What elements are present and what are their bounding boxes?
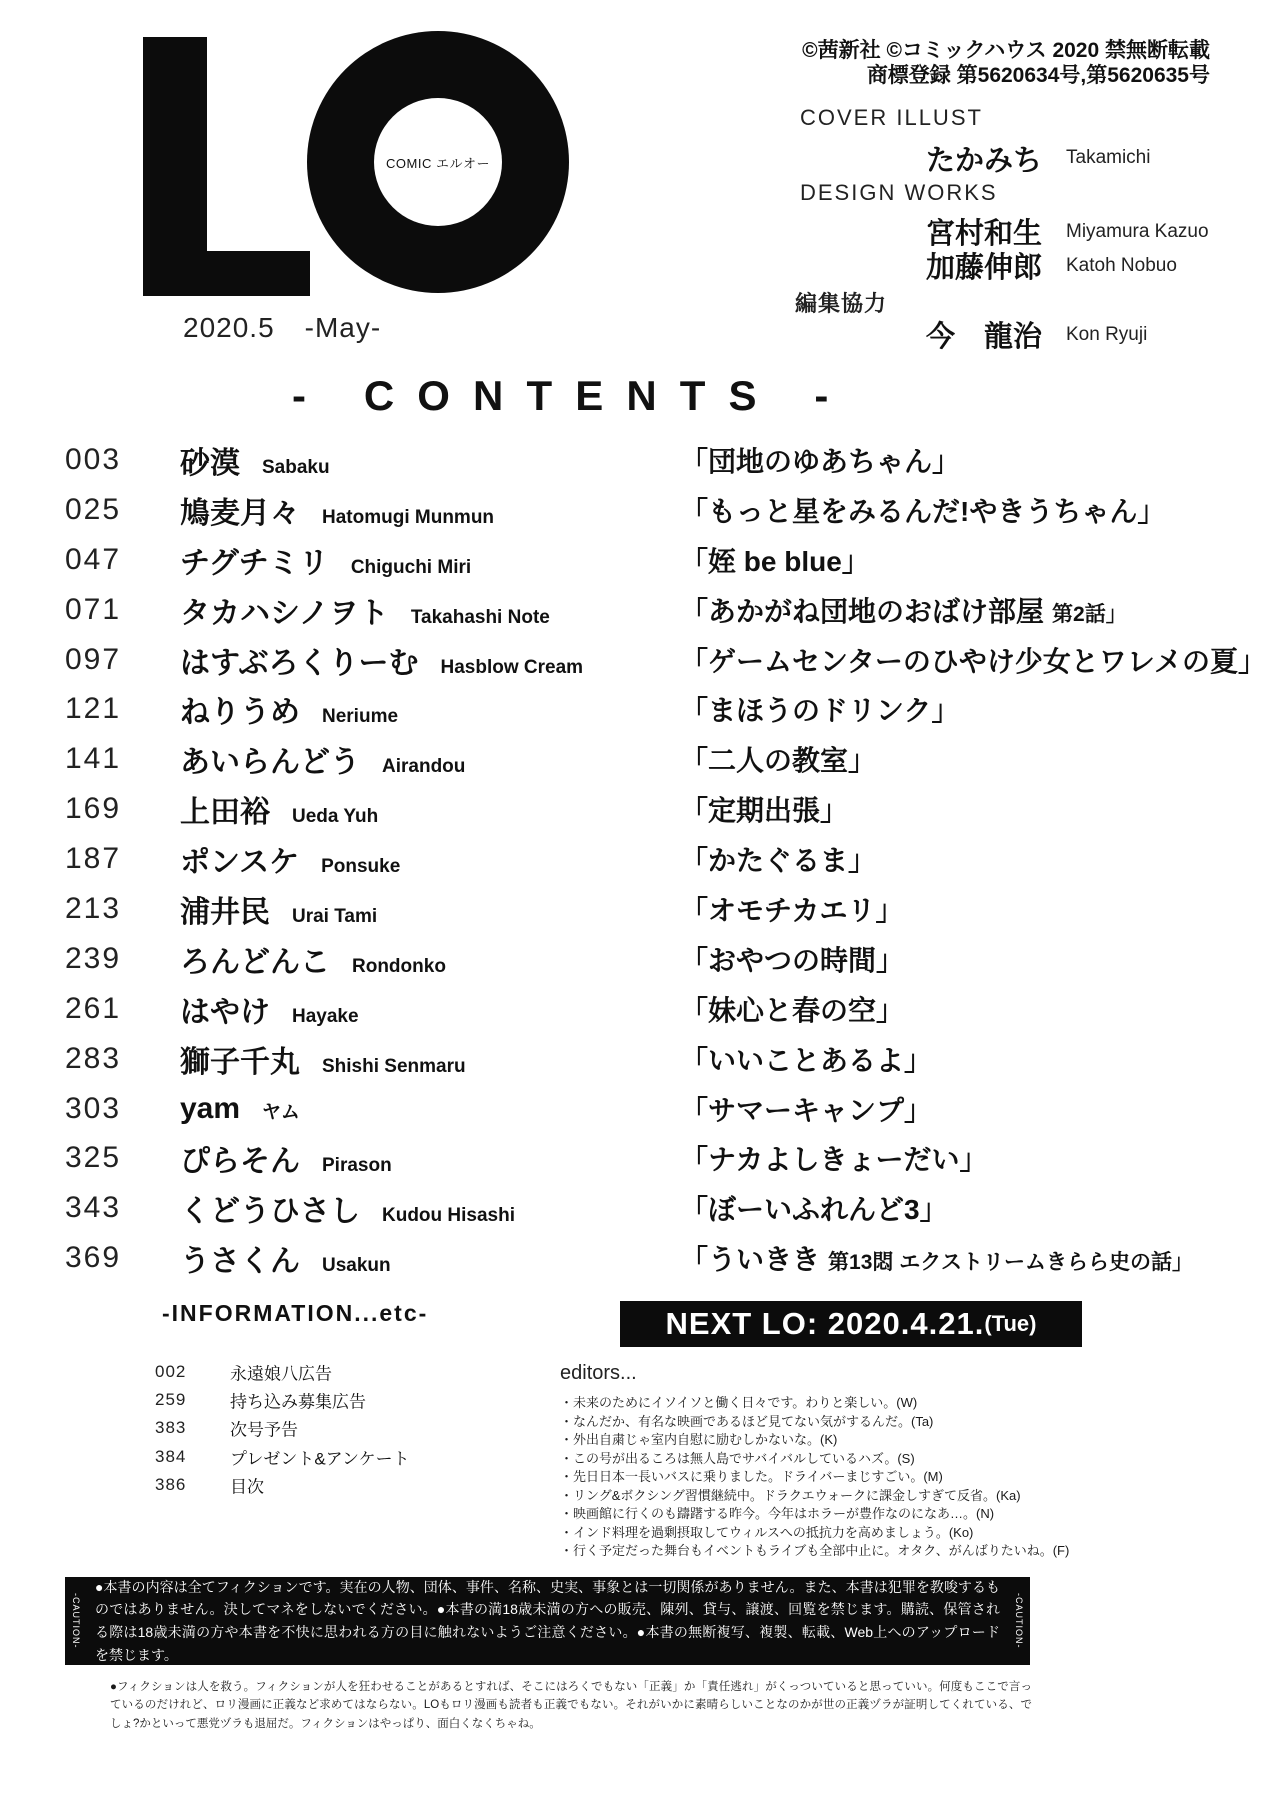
toc-author-name: タカハシノヲト — [180, 596, 389, 630]
toc-author-name: 鳩麦月々 — [180, 496, 300, 530]
editor-note: ・外出自粛じゃ室内自慰に励むしかないな。(K) — [560, 1432, 838, 1447]
toc-author-romaji: Ueda Yuh — [292, 806, 379, 828]
toc-author-romaji: Hatomugi Munmun — [322, 506, 495, 528]
toc-title-note: 第13悶 エクストリームきらら史の話」 — [828, 1251, 1193, 1275]
editor-note: ・先日日本一長いバスに乗りました。ドライバーまじすごい。(M) — [560, 1469, 943, 1484]
toc-entry — [65, 485, 1275, 535]
toc-author-name: くどうひさし — [180, 1195, 360, 1229]
toc-entry — [65, 884, 1275, 934]
toc-page-number: 213 — [65, 891, 122, 925]
toc-author-name: はやけ — [180, 995, 270, 1029]
toc-author-romaji: ヤム — [262, 1101, 300, 1123]
design-works-romaji-1: Miyamura Kazuo — [1066, 221, 1209, 242]
toc-entry — [65, 784, 1275, 834]
toc-author — [180, 438, 330, 482]
information-label: 永遠娘八広告 — [230, 1364, 332, 1384]
logo-letter-o — [307, 31, 569, 293]
toc-page-number: 169 — [65, 792, 122, 826]
information-label: プレゼント&アンケート — [230, 1449, 410, 1469]
toc-page-number: 141 — [65, 742, 122, 776]
toc-author — [180, 1136, 392, 1180]
toc-author-romaji: Hasblow Cream — [440, 656, 584, 678]
toc-entry — [65, 734, 1275, 784]
toc-entry — [65, 1034, 1275, 1084]
toc-author — [180, 1236, 391, 1280]
toc-page-number: 369 — [65, 1241, 122, 1275]
toc-author-romaji: Usakun — [322, 1255, 391, 1277]
toc-title — [680, 839, 876, 879]
toc-title — [680, 540, 870, 580]
toc-author-romaji: Airandou — [382, 756, 466, 778]
toc-page-number: 003 — [65, 442, 122, 476]
toc-author — [180, 1037, 466, 1081]
toc-title-main: 「姪 be blue」 — [680, 545, 870, 577]
caution-vertical-label-left: -CAUTION- — [71, 1593, 81, 1649]
toc-title — [680, 640, 1266, 680]
toc-page-number: 303 — [65, 1091, 122, 1125]
toc-author — [180, 737, 465, 781]
editor-note: ・リング&ボクシング習慣継続中。ドラクエウォークに課金しすぎて反省。(Ka) — [560, 1487, 1021, 1503]
next-issue-date: NEXT LO: 2020.4.21. — [665, 1306, 985, 1341]
toc-author-romaji: Kudou Hisashi — [382, 1205, 516, 1227]
toc-title-main: 「もっと星をみるんだ!やきうちゃん」 — [680, 495, 1166, 527]
information-page-number: 383 — [155, 1418, 187, 1438]
information-page-number: 386 — [155, 1474, 187, 1494]
toc-author — [180, 787, 378, 831]
toc-title — [680, 1238, 1193, 1278]
caution-vertical-label-right: -CAUTION- — [1014, 1593, 1024, 1649]
information-heading: -INFORMATION...etc- — [162, 1300, 429, 1326]
toc-author — [180, 937, 446, 981]
toc-title-main: 「オモチカエリ」 — [680, 894, 904, 926]
toc-title-main: 「ぼーいふれんど3」 — [680, 1194, 948, 1226]
information-entry — [155, 1414, 575, 1442]
editors-notes-list — [560, 1394, 1120, 1561]
toc-entry — [65, 934, 1275, 984]
toc-author-romaji: Pirason — [322, 1155, 392, 1177]
caution-text: ●本書の内容は全てフィクションです。実在の人物、団体、事件、名称、史実、事象とは一切関係がありません。また、本書は犯罪を教唆するものではありません。決してマネをしないでください。●本書の満18歳未満の方への販売、陳列、貸与、譲渡、回覧を禁じます。購読、保管される際は18歳未満の方や本書を不快に思われる方の目に触れないようご注意ください。●本書の無断複写、複製、転載、Web上へのアップロードを禁じます。 — [95, 1578, 1000, 1663]
toc-author-name: yam — [180, 1091, 241, 1125]
toc-entry — [65, 535, 1275, 585]
design-works-name-2: 加藤伸郎 — [925, 252, 1042, 284]
toc-title — [680, 689, 959, 729]
toc-title — [680, 1138, 987, 1178]
toc-author-name: うさくん — [180, 1245, 300, 1279]
toc-author-name: 上田裕 — [180, 796, 270, 830]
design-works-label: DESIGN WORKS — [800, 180, 998, 205]
toc-author — [180, 488, 494, 532]
toc-title — [680, 789, 848, 829]
logo-letter-l-base — [143, 251, 310, 296]
toc-entry — [65, 1084, 1275, 1134]
toc-author — [180, 638, 583, 682]
editor-note: ・未来のためにイソイソと働く日々です。わりと楽しい。(W) — [560, 1395, 918, 1410]
toc-author-romaji: Chiguchi Miri — [350, 556, 472, 578]
toc-author-name: 浦井民 — [180, 895, 270, 929]
toc-author-name: チグチミリ — [180, 546, 329, 580]
toc-page-number: 261 — [65, 991, 122, 1025]
toc-page-number: 121 — [65, 692, 122, 726]
editor-note: ・行く予定だった舞台もイベントもライブも全部中止に。オタク、がんばりたいね。(F) — [560, 1543, 1070, 1558]
toc-title — [680, 440, 960, 480]
issue-number: 2020.5 — [183, 312, 275, 343]
table-of-contents — [65, 435, 1275, 1283]
information-entry — [155, 1358, 575, 1386]
toc-title-main: 「ういきき — [680, 1244, 821, 1276]
toc-entry — [65, 585, 1275, 635]
information-page-number: 384 — [155, 1446, 187, 1466]
toc-page-number: 325 — [65, 1141, 122, 1175]
toc-title — [680, 939, 904, 979]
toc-author — [180, 1186, 515, 1230]
toc-author-romaji: Urai Tami — [292, 905, 378, 927]
toc-author — [180, 687, 398, 731]
toc-author — [180, 1092, 300, 1126]
information-entry — [155, 1386, 575, 1414]
editor-note: ・なんだか、有名な映画であるほど見てない気がするんだ。(Ta) — [560, 1413, 934, 1429]
toc-entry — [65, 1233, 1275, 1283]
toc-page-number: 047 — [65, 542, 122, 576]
toc-title-main: 「二人の教室」 — [680, 745, 877, 777]
toc-page-number: 097 — [65, 642, 122, 676]
toc-title — [680, 739, 876, 779]
issue-month: -May- — [304, 312, 382, 343]
toc-author-name: ねりうめ — [180, 696, 300, 730]
information-label: 目次 — [230, 1477, 264, 1497]
information-label: 持ち込み募集広告 — [230, 1392, 366, 1412]
toc-title-main: 「おやつの時間」 — [680, 944, 905, 976]
editor-note: ・この号が出るころは無人島でサバイバルしているハズ。(S) — [560, 1450, 915, 1466]
toc-title-main: 「いいことあるよ」 — [680, 1044, 933, 1076]
cover-illust-name: たかみち — [925, 145, 1042, 177]
toc-title-main: 「まほうのドリンク」 — [680, 695, 960, 727]
editor-note: ・映画館に行くのも躊躇する昨今。今年はホラーが豊作なのになあ…。(N) — [560, 1506, 995, 1521]
editors-heading: editors... — [560, 1362, 637, 1384]
toc-author-name: ポンスケ — [180, 846, 300, 880]
toc-author-romaji: Shishi Senmaru — [322, 1055, 466, 1077]
toc-author-romaji: Rondonko — [352, 955, 446, 977]
toc-title — [680, 490, 1165, 530]
next-issue-banner — [620, 1301, 1082, 1347]
editorial-coop-romaji: Kon Ryuji — [1066, 324, 1148, 345]
information-entry — [155, 1443, 575, 1471]
information-entry — [155, 1471, 575, 1499]
toc-entry — [65, 834, 1275, 884]
toc-title-main: 「定期出張」 — [680, 795, 849, 827]
toc-author-name: あいらんどう — [180, 746, 360, 780]
toc-page-number: 239 — [65, 941, 122, 975]
toc-title-main: 「ゲームセンターのひやけ少女とワレメの夏」 — [680, 645, 1267, 677]
toc-entry — [65, 435, 1275, 485]
toc-title — [680, 989, 904, 1029]
editorial-coop-name: 今 龍治 — [925, 321, 1042, 353]
contents-heading: - CONTENTS - — [292, 372, 852, 419]
editor-note: ・インド料理を過剰摂取してウィルスへの抵抗力を高めましょう。(Ko) — [560, 1524, 974, 1540]
cover-illust-label: COVER ILLUST — [800, 105, 983, 130]
toc-author-romaji: Neriume — [322, 706, 399, 728]
toc-title — [680, 1089, 932, 1129]
toc-author-name: ぴらそん — [180, 1145, 300, 1179]
toc-author-romaji: Takahashi Note — [410, 606, 550, 628]
toc-title-main: 「妹心と春の空」 — [680, 994, 905, 1026]
toc-author — [180, 887, 377, 931]
next-issue-weekday: (Tue) — [984, 1311, 1037, 1336]
toc-author-name: はすぶろくりーむ — [180, 646, 419, 680]
toc-page-number: 343 — [65, 1191, 122, 1225]
toc-author — [180, 538, 471, 582]
copyright-block — [650, 38, 1210, 88]
toc-author — [180, 837, 400, 881]
toc-page-number: 187 — [65, 842, 122, 876]
toc-author-romaji: Hayake — [292, 1005, 359, 1027]
copyright-line1: ©茜新社 ©コミックハウス 2020 禁無断転載 — [802, 39, 1210, 62]
editorial-coop-label: 編集協力 — [795, 291, 888, 316]
toc-title-main: 「あかがね団地のおばけ部屋 — [680, 595, 1045, 627]
toc-author — [180, 987, 359, 1031]
information-page-number: 259 — [155, 1390, 187, 1410]
toc-title-main: 「かたぐるま」 — [680, 845, 877, 877]
toc-title — [680, 889, 903, 929]
issue-date-line — [183, 312, 381, 344]
toc-title-main: 「ナカよしきょーだい」 — [680, 1144, 988, 1176]
toc-entry — [65, 984, 1275, 1034]
toc-title — [680, 590, 1127, 630]
copyright-line2: 商標登録 第5620634号,第5620635号 — [866, 64, 1210, 87]
fiction-disclaimer-text: ●フィクションは人を救う。フィクションが人を狂わせることがあるとすれば、そこにはろくでもない「正義」か「責任逃れ」がくっついていると思っていい。何度もここで言っているのだけれど、ロリ漫画に正義など求めてはならない。LOもロリ漫画も読者も正義でもない。それがいかに素晴らしいことなのかが世の正義ヅラが証明してくれている、でしょ?かといって悪党ヅラも退屈だ。フィクションはやっぱり、面白くなくちゃね。 — [110, 1681, 1032, 1730]
toc-author-romaji: Ponsuke — [321, 856, 401, 878]
toc-title — [680, 1188, 948, 1228]
toc-author-name: ろんどんこ — [180, 945, 330, 979]
design-works-name-1: 宮村和生 — [925, 218, 1042, 250]
toc-page-number: 071 — [65, 592, 122, 626]
toc-author — [180, 588, 550, 632]
toc-title — [680, 1039, 932, 1079]
toc-entry — [65, 635, 1275, 685]
design-works-romaji-2: Katoh Nobuo — [1066, 255, 1177, 276]
toc-entry — [65, 684, 1275, 734]
information-label: 次号予告 — [230, 1420, 298, 1440]
cover-illust-romaji: Takamichi — [1066, 147, 1151, 168]
toc-author-romaji: Sabaku — [262, 456, 330, 478]
toc-author-name: 獅子千丸 — [180, 1045, 300, 1079]
caution-box — [65, 1577, 1030, 1665]
information-page-number: 002 — [155, 1362, 187, 1382]
toc-title-note: 第2話」 — [1052, 602, 1127, 626]
toc-title-main: 「サマーキャンプ」 — [680, 1094, 933, 1126]
toc-page-number: 283 — [65, 1041, 122, 1075]
toc-author-name: 砂漠 — [180, 446, 240, 480]
information-list — [155, 1358, 575, 1499]
toc-entry — [65, 1133, 1275, 1183]
toc-title-main: 「団地のゆあちゃん」 — [680, 445, 961, 477]
toc-entry — [65, 1183, 1275, 1233]
toc-page-number: 025 — [65, 492, 122, 526]
logo-subtitle: COMIC エルオー — [374, 98, 502, 226]
